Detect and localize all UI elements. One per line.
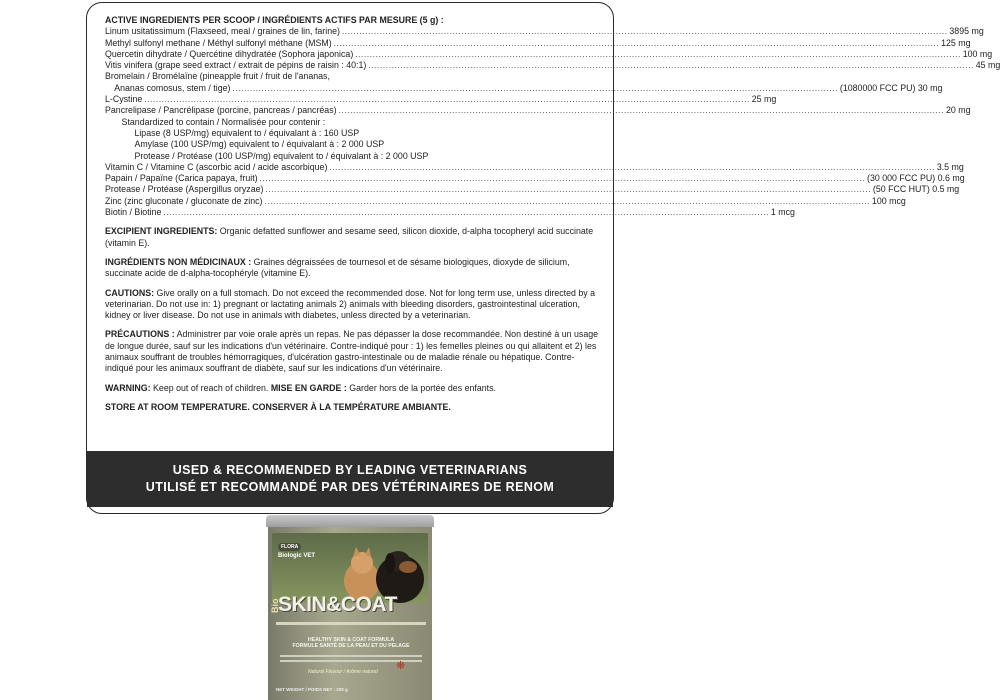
warning-text: Keep out of reach of children. [150, 382, 271, 394]
ingredient-label: Bromelain / Bromélaïne (pineapple fruit / fruit de l'ananas, [105, 71, 330, 83]
jar-lid [266, 515, 434, 527]
veterinarian-banner [87, 451, 613, 507]
banner-line-french: UTILISÉ ET RECOMMANDÉ PAR DES VÉTÉRINAIRES DE RENOM [145, 480, 555, 494]
cautions-heading: CAUTIONS: [105, 287, 155, 299]
ingredient-row [105, 184, 960, 196]
ingredient-amount: (1080000 FCC PU) 30 mg [839, 82, 943, 94]
cautions-text: Give orally on a full stomach. Do not exceed the recommended dose. Not for long term use, unless directed by a veterinarian. Do not use in: 1) pregnant or lactating animals 2) animals with bleeding disorders, gastrointestinal ulceration, kidney or liver disease. Do not use in animals with diabetes, unless directed by a veterinarian. [105, 287, 596, 322]
ingredient-amount: (50 FCC HUT) 0.5 mg [872, 184, 960, 196]
ingredient-label: Lipase (8 USP/mg) equivalent to / équivalant à : 160 USP [134, 127, 360, 139]
ingredient-row [105, 173, 965, 185]
warning-heading: WARNING: [105, 382, 151, 394]
ingredients-list [105, 26, 1000, 219]
fine-print-line [280, 655, 422, 657]
label-stripe [276, 622, 426, 625]
storage-paragraph [105, 402, 599, 413]
ingredient-label: L-Cystine [105, 94, 143, 106]
banner-line-english: USED & RECOMMENDED BY LEADING VETERINARIANS [172, 463, 528, 477]
ingredient-row [105, 195, 906, 207]
ingredient-label: Vitis vinifera (grape seed extract / extrait de pépins de raisin : 40:1) [105, 60, 367, 72]
ingredient-label: Protease / Protéase (100 USP/mg) equivalent to / équivalant à : 2 000 USP [134, 150, 429, 162]
ingredient-label: Linum usitatissimum (Flaxseed, meal / graines de lin, farine) [105, 26, 340, 38]
ingredient-amount: 3.5 mg [936, 161, 964, 173]
storage-text: STORE AT ROOM TEMPERATURE. CONSERVER À LA TEMPÉRATURE AMBIANTE. [105, 401, 451, 413]
non-medicinal-paragraph [105, 257, 599, 280]
ingredient-label: Standardized to contain / Normalisée pour contenir : [121, 116, 326, 128]
net-weight-text: NET WEIGHT / POIDS NET : 200 g [276, 687, 348, 692]
ingredient-amount: 20 mg [946, 105, 971, 117]
ingredient-row [105, 105, 971, 117]
ingredient-row [105, 161, 964, 173]
leader-dots [232, 83, 838, 94]
warning-paragraph [105, 383, 599, 394]
product-jar-image [266, 515, 434, 700]
ingredient-label: Protease / Protéase (Aspergillus oryzae) [105, 184, 264, 196]
leader-dots [259, 173, 865, 184]
mise-en-garde-heading: MISE EN GARDE : [270, 382, 347, 394]
formula-english: HEALTHY SKIN & COAT FORMULA [307, 637, 395, 643]
supplement-facts-panel [86, 2, 1000, 514]
excipient-paragraph [105, 226, 599, 249]
ingredient-amount: 45 mg [975, 60, 1000, 72]
leader-dots [265, 184, 871, 195]
non-medicinal-heading: INGRÉDIENTS NON MÉDICINAUX : [105, 256, 252, 268]
ingredient-label: Vitamin C / Vitamine C (ascorbic acid / acide ascorbique) [105, 161, 328, 173]
ingredient-row [105, 71, 599, 82]
leader-dots [329, 162, 935, 173]
ingredient-row [105, 82, 943, 94]
jar-body [268, 527, 432, 700]
product-line: Biologic VET [278, 553, 316, 559]
mise-en-garde-text: Garder hors de la portée des enfants. [346, 382, 496, 394]
ingredient-label: Pancrelipase / Pancrélipase (porcine, pancreas / pancréas) [105, 105, 337, 117]
product-prefix: Bio [270, 598, 280, 613]
leader-dots [355, 49, 961, 60]
leader-dots [342, 26, 948, 37]
ingredient-amount: 3895 mg [949, 26, 984, 38]
brand-logo: FLORA [278, 543, 301, 551]
precautions-paragraph [105, 329, 599, 374]
ingredient-row [105, 26, 984, 38]
leader-dots [264, 196, 870, 207]
precautions-heading: PRÉCAUTIONS : [105, 329, 175, 341]
leader-dots [144, 94, 750, 105]
ingredients-content [105, 15, 1000, 413]
ingredient-amount: 25 mg [751, 94, 777, 106]
ingredient-amount: 100 mg [962, 48, 993, 60]
ingredient-row [105, 37, 971, 49]
ingredient-amount: (30 000 FCC PU) 0.6 mg [867, 173, 965, 185]
leader-dots [338, 105, 944, 116]
active-ingredients-header: ACTIVE INGREDIENTS PER SCOOP / INGRÉDIENTS ACTIFS PAR MESURE (5 g) : [105, 15, 444, 26]
excipient-text: Organic defatted sunflower and sesame seed, silicon dioxide, d-alpha tocopheryl acid succinate (vitamin E). [105, 226, 594, 249]
ingredient-row [105, 139, 599, 150]
ingredient-row [105, 60, 1000, 72]
ingredient-amount: 100 mcg [871, 195, 906, 207]
ingredient-label: Zinc (zinc gluconate / gluconate de zinc) [105, 195, 263, 207]
ingredient-label: Methyl sulfonyl methane / Méthyl sulfonyl méthane (MSM) [105, 37, 332, 49]
formula-text [276, 637, 426, 649]
ingredient-row [105, 94, 777, 106]
leader-dots [333, 38, 939, 49]
leader-dots [368, 60, 974, 71]
ingredient-row [105, 151, 599, 162]
ingredient-label: Amylase (100 USP/mg) equivalent to / équivalant à : 2 000 USP [134, 139, 385, 151]
product-name: SKIN&COAT [278, 593, 397, 616]
ingredient-amount: 125 mg [941, 37, 971, 49]
ingredient-row [105, 128, 599, 139]
ingredient-row [105, 117, 599, 128]
ingredient-label: Quercetin dihydrate / Quercétine dihydratée (Sophora japonica) [105, 48, 354, 60]
cautions-paragraph [105, 288, 599, 322]
ingredient-label: Ananas comosus, stem / tige) [114, 82, 231, 94]
precautions-text: Administrer par voie orale après un repas. Ne pas dépasser la dose recommandée. Non destiné à un usage de longue durée, sauf sur les indications d'un vétérinaire. Contre-indiqué pour : 1) les femelles pleines ou qui allaitent et 2) les animaux souffrant de troubles hémorragiques, d'ulcération gastro-intestinale ou de maladie rénale ou hépatique. Contre-indiqué pour les animaux souffrant de diabète, sauf sur les indications d'un vétérinaire. [105, 329, 599, 375]
leader-dots [163, 207, 769, 218]
ingredient-label: Papain / Papaïne (Carica papaya, fruit) [105, 173, 258, 185]
ingredient-row [105, 207, 795, 219]
excipient-heading: EXCIPIENT INGREDIENTS: [105, 226, 218, 238]
maple-leaf-icon: ❋ [396, 660, 406, 672]
ingredient-label: Biotin / Biotine [105, 207, 162, 219]
flavor-text: Natural Flavour / Arôme naturel [308, 669, 378, 675]
formula-french: FORMULE SANTÉ DE LA PEAU ET DU PELAGE [292, 643, 410, 649]
ingredient-amount: 1 mcg [770, 207, 795, 219]
ingredient-row [105, 48, 993, 60]
non-medicinal-text: Graines dégraissées de tournesol et de sésame biologiques, dioxyde de silicium, succinate acide de d-alpha-tocophéryle (vitamine E). [105, 256, 570, 280]
